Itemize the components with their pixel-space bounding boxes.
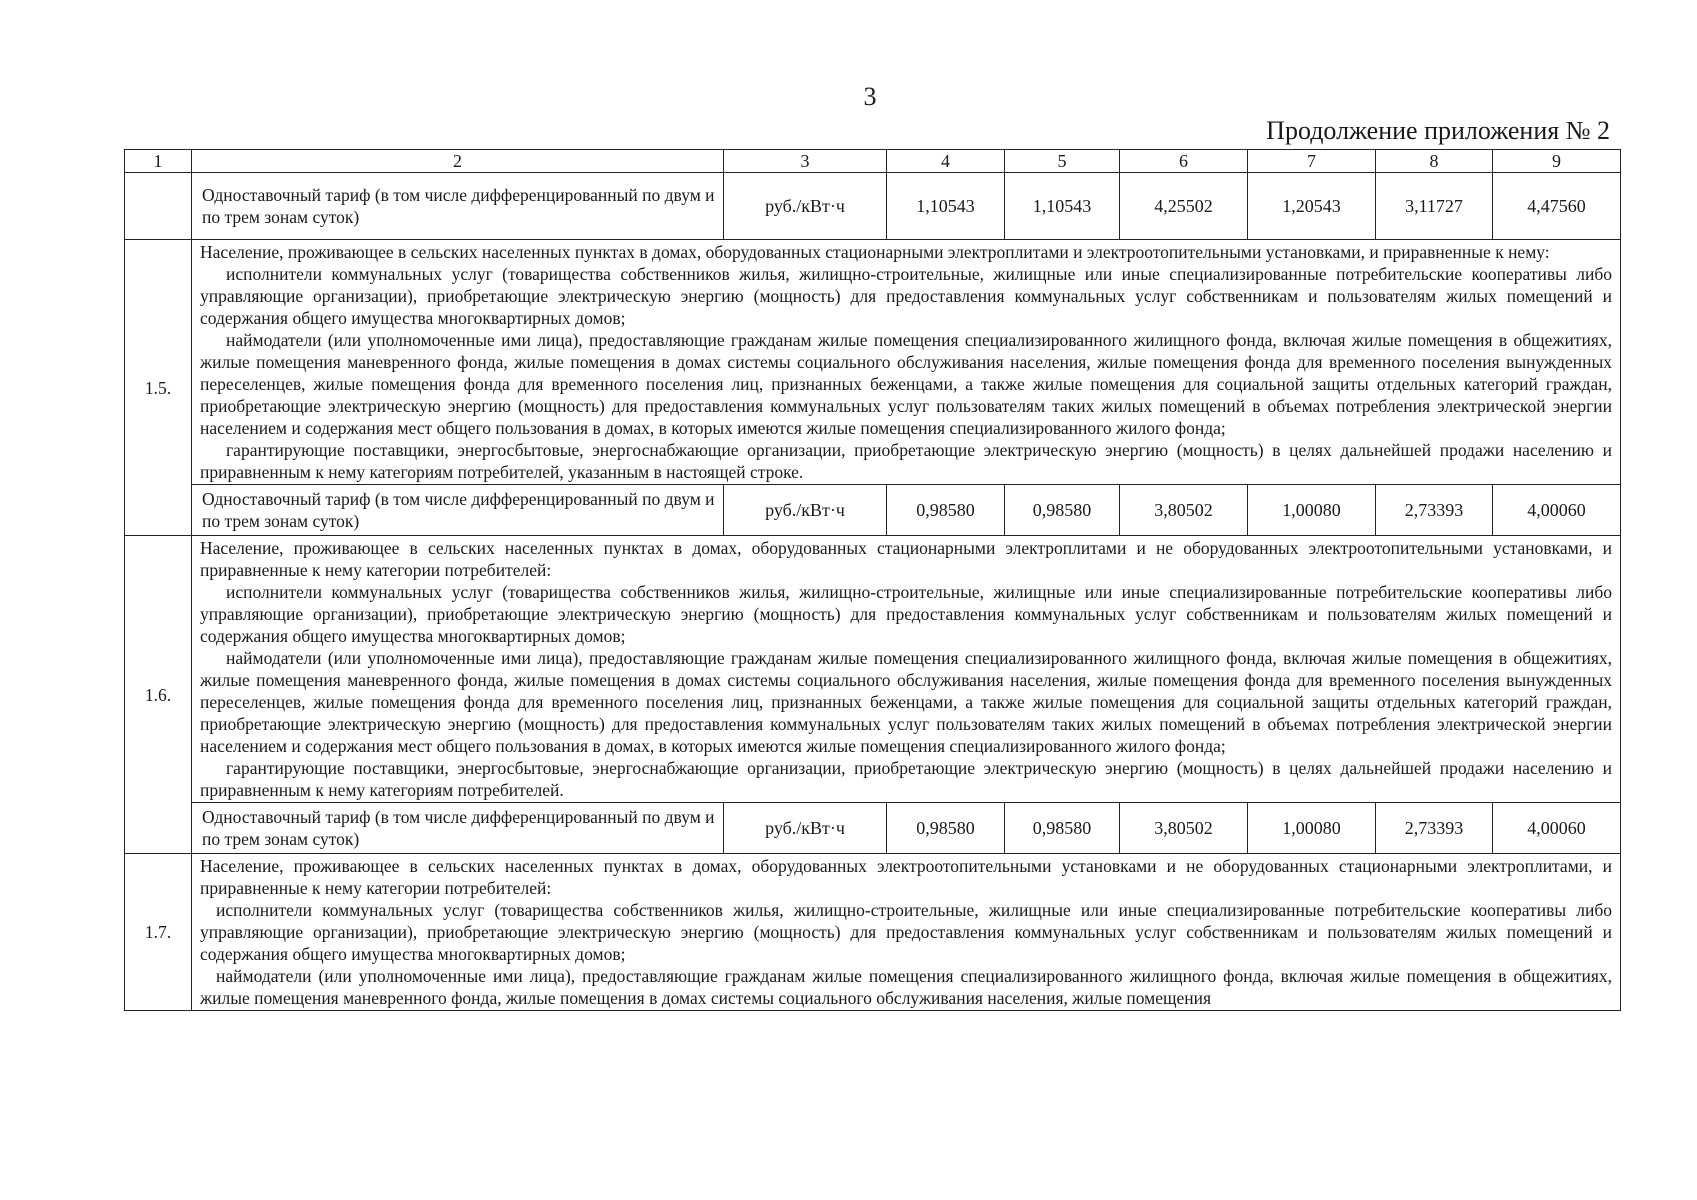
tariff-table	[124, 149, 1621, 1011]
table-row	[125, 173, 1621, 240]
value-cell: 1,10543	[887, 173, 1005, 240]
value-cell: 4,47560	[1493, 173, 1621, 240]
header-cell: 8	[1376, 150, 1493, 173]
header-cell: 7	[1248, 150, 1376, 173]
table-row	[125, 803, 1621, 854]
value-cell: 1,20543	[1248, 173, 1376, 240]
section-paragraph: наймодатели (или уполномоченные ими лица), предоставляющие гражданам жилые помещения специализированного жилищного фонда, включая жилые помещения в общежитиях, жилые помещения маневренного фонда, жилые помещения в домах системы социального обслуживания населения, жилые помещения	[200, 966, 1612, 1008]
tariff-label: Одноставочный тариф (в том числе дифференцированный по двум и по трем зонам суток)	[192, 803, 724, 854]
value-cell: 1,10543	[1005, 173, 1120, 240]
header-cell: 6	[1120, 150, 1248, 173]
unit-cell: руб./кВт·ч	[724, 803, 887, 854]
section-paragraph: исполнители коммунальных услуг (товарищества собственников жилья, жилищно-строительные, жилищные или иные специализированные потребительские кооперативы либо управляющие организации), приобретающие электрическую энергию (мощность) для предоставления коммунальных услуг собственникам и пользователям жилых помещений и содержания общего имущества многоквартирных домов;	[200, 900, 1612, 964]
section-description	[192, 536, 1621, 803]
section-description	[192, 240, 1621, 485]
value-cell: 0,98580	[887, 803, 1005, 854]
header-cell: 1	[125, 150, 192, 173]
section-number: 1.5.	[125, 240, 192, 536]
section-number: 1.7.	[125, 854, 192, 1011]
header-cell: 4	[887, 150, 1005, 173]
value-cell: 3,80502	[1120, 803, 1248, 854]
value-cell: 4,00060	[1493, 803, 1621, 854]
value-cell: 0,98580	[1005, 485, 1120, 536]
tariff-label: Одноставочный тариф (в том числе дифференцированный по двум и по трем зонам суток)	[192, 173, 724, 240]
value-cell: 3,11727	[1376, 173, 1493, 240]
row-number-cell	[125, 173, 192, 240]
section-paragraph: гарантирующие поставщики, энергосбытовые, энергоснабжающие организации, приобретающие электрическую энергию (мощность) в целях дальнейшей продажи населению и приравненным к нему категориям потребителей.	[200, 758, 1612, 800]
section-paragraph: исполнители коммунальных услуг (товарищества собственников жилья, жилищно-строительные, жилищные или иные специализированные потребительские кооперативы либо управляющие организации), приобретающие электрическую энергию (мощность) для предоставления коммунальных услуг собственникам и пользователям жилых помещений и содержания общего имущества многоквартирных домов;	[200, 264, 1612, 328]
value-cell: 0,98580	[887, 485, 1005, 536]
section-paragraph: наймодатели (или уполномоченные ими лица), предоставляющие гражданам жилые помещения специализированного жилищного фонда, включая жилые помещения в общежитиях, жилые помещения маневренного фонда, жилые помещения в домах системы социального обслуживания населения, жилые помещения фонда для временного поселения вынужденных переселенцев, жилые помещения фонда для временного поселения лиц, признанных беженцами, а также жилые помещения для социальной защиты отдельных категорий граждан, приобретающие электрическую энергию (мощность) для предоставления коммунальных услуг пользователям таких жилых помещений в объемах потребления электрической энергии населением и содержания мест общего пользования в домах, в которых имеются жилые помещения специализированного жилого фонда;	[200, 330, 1612, 438]
header-cell: 9	[1493, 150, 1621, 173]
table-row	[125, 485, 1621, 536]
value-cell: 0,98580	[1005, 803, 1120, 854]
unit-cell: руб./кВт·ч	[724, 173, 887, 240]
section-paragraph: исполнители коммунальных услуг (товарищества собственников жилья, жилищно-строительные, жилищные или иные специализированные потребительские кооперативы либо управляющие организации), приобретающие электрическую энергию (мощность) для предоставления коммунальных услуг собственникам и пользователям жилых помещений и содержания общего имущества многоквартирных домов;	[200, 582, 1612, 646]
page-number: 3	[863, 82, 877, 111]
section-paragraph: гарантирующие поставщики, энергосбытовые, энергоснабжающие организации, приобретающие электрическую энергию (мощность) в целях дальнейшей продажи населению и приравненным к нему категориям потребителей, указанным в настоящей строке.	[200, 440, 1612, 482]
tariff-label: Одноставочный тариф (в том числе дифференцированный по двум и по трем зонам суток)	[192, 485, 724, 536]
section-paragraph: Население, проживающее в сельских населенных пунктах в домах, оборудованных стационарными электроплитами и электроотопительными установками, и приравненные к нему:	[200, 242, 1550, 262]
header-cell: 5	[1005, 150, 1120, 173]
header-row	[125, 150, 1621, 173]
section-paragraph: наймодатели (или уполномоченные ими лица), предоставляющие гражданам жилые помещения специализированного жилищного фонда, включая жилые помещения в общежитиях, жилые помещения маневренного фонда, жилые помещения в домах системы социального обслуживания населения, жилые помещения фонда для временного поселения вынужденных переселенцев, жилые помещения фонда для временного поселения лиц, признанных беженцами, а также жилые помещения для социальной защиты отдельных категорий граждан, приобретающие электрическую энергию (мощность) для предоставления коммунальных услуг пользователям таких жилых помещений в объемах потребления электрической энергии населением и содержания мест общего пользования в домах, в которых имеются жилые помещения специализированного жилого фонда;	[200, 648, 1612, 756]
section-paragraph: Население, проживающее в сельских населенных пунктах в домах, оборудованных электроотопительными установками и не оборудованных стационарными электроплитами, и приравненные к нему категории потребителей:	[200, 856, 1612, 898]
value-cell: 1,00080	[1248, 485, 1376, 536]
value-cell: 4,00060	[1493, 485, 1621, 536]
unit-cell: руб./кВт·ч	[724, 485, 887, 536]
value-cell: 2,73393	[1376, 485, 1493, 536]
section-description-row	[125, 854, 1621, 1011]
value-cell: 3,80502	[1120, 485, 1248, 536]
section-number: 1.6.	[125, 536, 192, 854]
value-cell: 4,25502	[1120, 173, 1248, 240]
value-cell: 2,73393	[1376, 803, 1493, 854]
appendix-title: Продолжение приложения № 2	[1266, 116, 1610, 145]
section-description	[192, 854, 1621, 1011]
value-cell: 1,00080	[1248, 803, 1376, 854]
section-description-row	[125, 240, 1621, 485]
header-cell: 2	[192, 150, 724, 173]
header-cell: 3	[724, 150, 887, 173]
section-description-row	[125, 536, 1621, 803]
section-paragraph: Население, проживающее в сельских населенных пунктах в домах, оборудованных стационарными электроплитами и не оборудованных электроотопительными установками, и приравненные к нему категории потребителей:	[200, 538, 1612, 580]
